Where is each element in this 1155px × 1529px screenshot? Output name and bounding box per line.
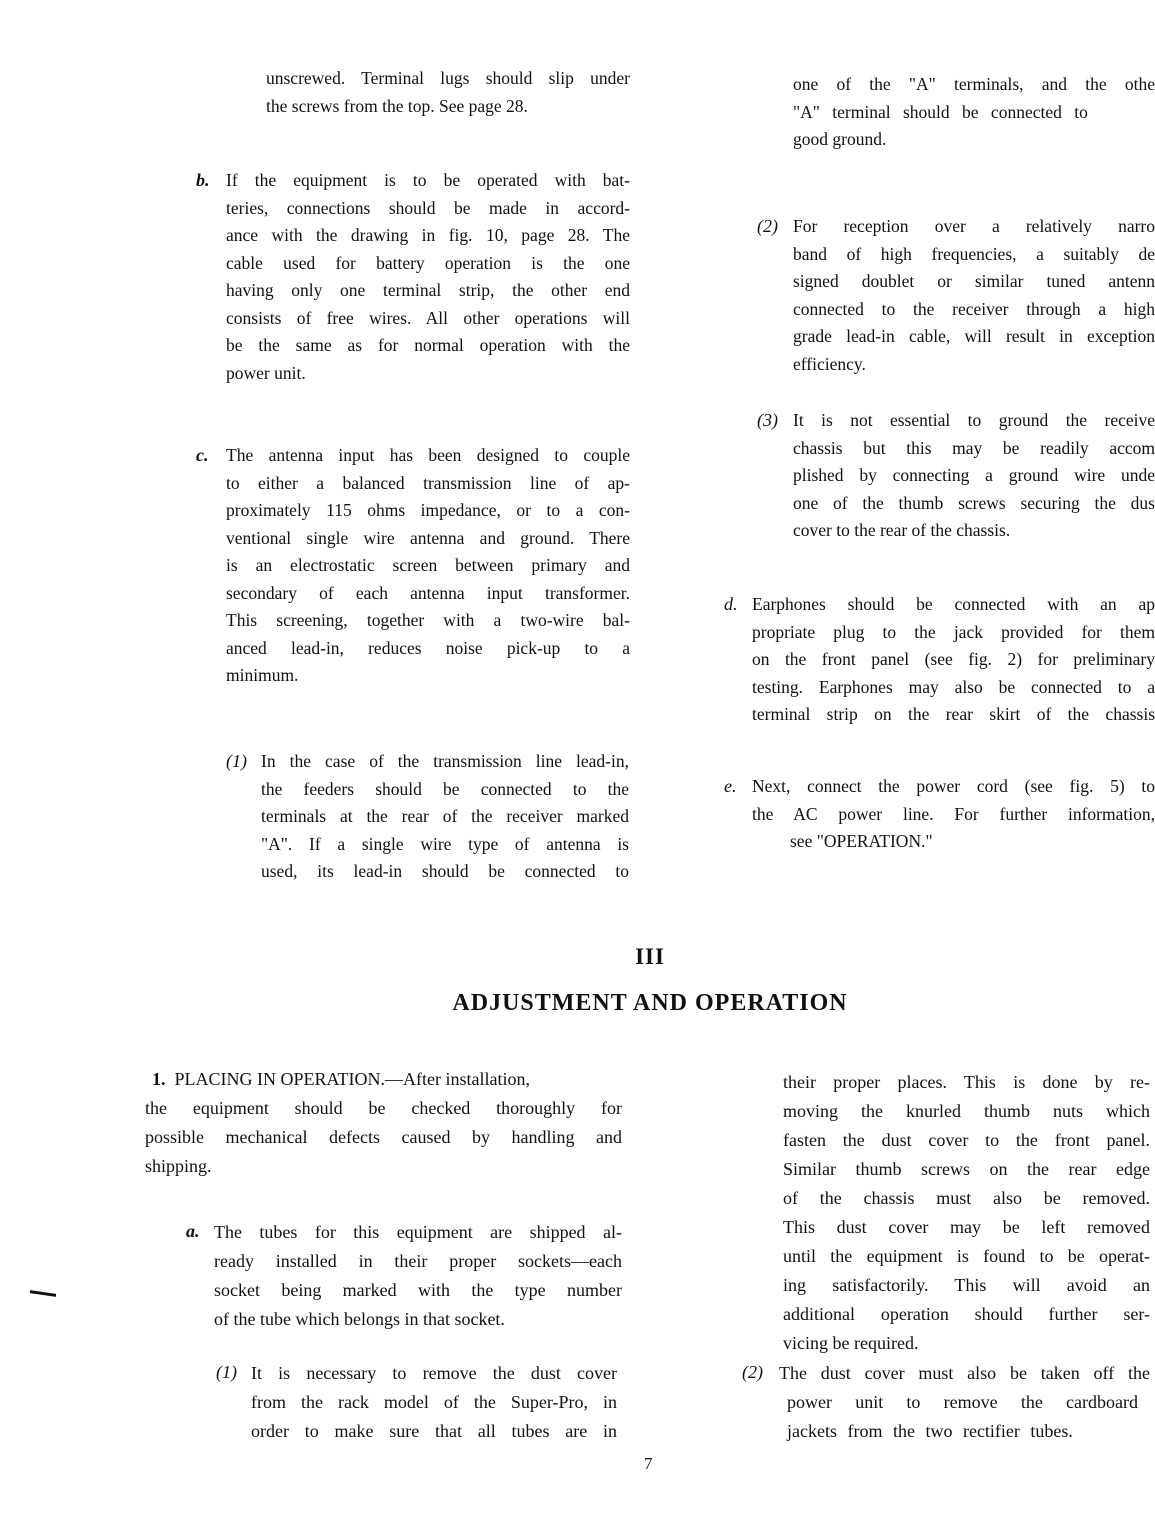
text-line: minimum. (226, 665, 299, 685)
text-line: For reception over a relatively narro (793, 216, 1155, 236)
para-marker-d: d. (724, 594, 738, 614)
text-line: chassis but this may be readily accom (793, 437, 1155, 458)
text-line: "A". If a single wire type of antenna is (261, 833, 629, 854)
text-line: ventional single wire antenna and ground. There (226, 527, 630, 548)
text-line: proximately 115 ohms impedance, or to a con- (226, 500, 630, 520)
page-number: 7 (644, 1454, 653, 1473)
paragraph-a1 (251, 1359, 617, 1446)
paragraph-d (752, 591, 1155, 729)
margin-mark (30, 1290, 56, 1297)
paragraph-2 (793, 213, 1155, 378)
text-line: to either a balanced transmission line of ap- (226, 472, 630, 493)
text-line: see "OPERATION." (790, 831, 933, 851)
paragraph-c (226, 442, 630, 690)
text-line: be the same as for normal operation with the (226, 335, 630, 355)
text-line: This dust cover may be left removed (783, 1217, 1150, 1237)
para-marker-e: e. (724, 776, 737, 796)
para-marker-b: b. (196, 170, 210, 190)
para-marker-c1: (1) (226, 751, 247, 771)
text-line: testing. Earphones may also be connected to a (752, 676, 1155, 697)
text-line: vicing be required. (783, 1333, 919, 1353)
text-line: This screening, together with a two-wire bal- (226, 610, 630, 630)
text-line: on the front panel (see fig. 2) for preliminary (752, 649, 1155, 669)
para-marker-bottom-2: (2) (742, 1362, 763, 1382)
text-line: It is not essential to ground the receive (793, 410, 1155, 430)
text-line: consists of free wires. All other operations will (226, 307, 630, 328)
text-line: the equipment should be checked thoroughly for (145, 1098, 622, 1118)
text-line: It is necessary to remove the dust cover (251, 1363, 617, 1383)
text-line: band of high frequencies, a suitably de (793, 243, 1155, 264)
text-line: ance with the drawing in fig. 10, page 28. The (226, 225, 630, 245)
para-marker-c: c. (196, 445, 209, 465)
text-line: one of the "A" terminals, and the othe (793, 74, 1155, 94)
text-line: grade lead-in cable, will result in exception (793, 326, 1155, 346)
text-line: plished by connecting a ground wire unde (793, 465, 1155, 485)
text-line: the feeders should be connected to the (261, 778, 629, 799)
paragraph-b (226, 167, 630, 387)
text-line: possible mechanical defects caused by handling and (145, 1127, 622, 1147)
text-line: The dust cover must also be taken off the (779, 1363, 1150, 1383)
text-line: shipping. (145, 1156, 212, 1176)
text-line: having only one terminal strip, the other end (226, 280, 630, 300)
left-top-paragraph (266, 65, 630, 120)
text-line: fasten the dust cover to the front panel. (783, 1130, 1150, 1150)
text-line: power unit. (226, 362, 306, 383)
text-line: The antenna input has been designed to couple (226, 445, 630, 465)
para-marker-a1: (1) (216, 1362, 237, 1382)
text-line: power unit to remove the cardboard (787, 1392, 1138, 1412)
text-line: jackets from the two rectifier tubes. (787, 1421, 1073, 1441)
para-marker-1: 1. (152, 1069, 166, 1089)
text-line: until the equipment is found to be operat- (783, 1246, 1150, 1266)
paragraph-1 (145, 1065, 622, 1181)
text-line: from the rack model of the Super-Pro, in (251, 1392, 617, 1412)
para-marker-a: a. (186, 1221, 200, 1241)
text-line: If the equipment is to be operated with bat- (226, 170, 630, 190)
text-line: cover to the rear of the chassis. (793, 520, 1011, 540)
text-line: terminal strip on the rear skirt of the chassis (752, 704, 1155, 724)
para-marker-2: (2) (757, 216, 778, 236)
text-line-start: PLACING IN OPERATION.—After installation, (174, 1069, 530, 1089)
right-top-paragraph (793, 71, 1155, 154)
paragraph-c1 (261, 748, 629, 886)
text-line: signed doublet or similar tuned antenn (793, 271, 1155, 291)
text-line: ing satisfactorily. This will avoid an (783, 1275, 1150, 1295)
text-line: used, its lead-in should be connected to (261, 861, 629, 881)
text-line: Similar thumb screws on the rear edge (783, 1159, 1150, 1179)
text-line: secondary of each antenna input transformer. (226, 582, 630, 603)
text-line: unscrewed. Terminal lugs should slip under (266, 68, 630, 88)
text-line: Earphones should be connected with an ap (752, 594, 1155, 614)
right-bottom-paragraph (783, 1068, 1150, 1358)
text-line (152, 1065, 622, 1094)
paragraph-3 (793, 407, 1155, 545)
text-line: moving the knurled thumb nuts which (783, 1101, 1150, 1121)
text-line: good ground. (793, 129, 887, 149)
text-line: terminals at the rear of the receiver marked (261, 806, 629, 826)
text-line: teries, connections should be made in accord- (226, 197, 630, 218)
text-line: In the case of the transmission line lead-in, (261, 751, 629, 771)
para-marker-3: (3) (757, 410, 778, 430)
text-line: the AC power line. For further information, (752, 803, 1155, 824)
text-line: efficiency. (793, 353, 866, 374)
text-line: one of the thumb screws securing the dus (793, 492, 1155, 513)
paragraph-bottom-2 (779, 1359, 1150, 1446)
text-line: propriate plug to the jack provided for them (752, 621, 1155, 642)
section-number: III (635, 944, 665, 969)
text-line: order to make sure that all tubes are in (251, 1421, 617, 1441)
text-line: their proper places. This is done by re- (783, 1072, 1150, 1092)
text-line: additional operation should further ser- (783, 1304, 1150, 1324)
paragraph-e (752, 773, 1155, 856)
text-line: The tubes for this equipment are shipped al- (214, 1222, 622, 1242)
text-line: of the chassis must also be removed. (783, 1188, 1150, 1208)
section-title: ADJUSTMENT AND OPERATION (452, 990, 848, 1016)
text-line: socket being marked with the type number (214, 1280, 622, 1300)
text-line: cable used for battery operation is the one (226, 252, 630, 273)
paragraph-a (214, 1218, 622, 1334)
text-line: connected to the receiver through a high (793, 298, 1155, 319)
text-line: anced lead-in, reduces noise pick-up to a (226, 637, 630, 658)
text-line: "A" terminal should be connected to (793, 101, 1088, 122)
text-line: is an electrostatic screen between primary and (226, 555, 630, 575)
text-line: the screws from the top. See page 28. (266, 95, 528, 116)
text-line: Next, connect the power cord (see fig. 5) to (752, 776, 1155, 796)
text-line: of the tube which belongs in that socket. (214, 1309, 505, 1329)
text-line: ready installed in their proper sockets—each (214, 1251, 622, 1271)
